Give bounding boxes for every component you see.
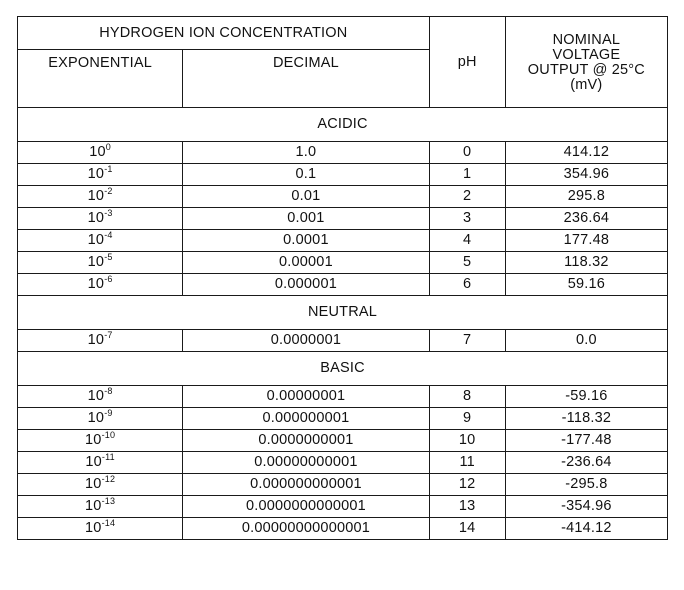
decimal-cell: 0.01 [183, 186, 429, 208]
exponent-base: 10 [85, 498, 102, 515]
exponent-power: -12 [101, 474, 116, 485]
decimal-cell: 0.001 [183, 208, 429, 230]
decimal-cell: 0.00000001 [183, 386, 429, 408]
voltage-cell: 295.8 [505, 186, 667, 208]
table-row [18, 496, 668, 518]
exponential-header: EXPONENTIAL [18, 50, 183, 108]
voltage-cell: 59.16 [505, 274, 667, 296]
exponential-cell [18, 230, 183, 252]
ph-cell: 1 [429, 164, 505, 186]
ph-cell: 10 [429, 430, 505, 452]
section-row [18, 352, 668, 386]
voltage-cell: 236.64 [505, 208, 667, 230]
voltage-cell: 0.0 [505, 330, 667, 352]
exponent-power: -2 [104, 186, 113, 197]
voltage-header-line2: VOLTAGE [552, 46, 621, 63]
voltage-header-line3: OUTPUT @ 25°C [527, 62, 645, 78]
voltage-cell: -236.64 [505, 452, 667, 474]
section-title: NEUTRAL [18, 296, 668, 330]
voltage-header-line4: (mV) [570, 77, 603, 94]
exponent-power: -9 [104, 408, 113, 419]
exponential-cell [18, 186, 183, 208]
exponential-cell [18, 474, 183, 496]
ph-cell: 14 [429, 518, 505, 540]
ph-cell: 7 [429, 330, 505, 352]
exponent-base: 10 [87, 188, 105, 205]
table-row [18, 452, 668, 474]
decimal-cell: 0.000000000001 [183, 474, 429, 496]
exponent-base: 10 [85, 520, 102, 537]
table-row [18, 252, 668, 274]
exponent-base: 10 [87, 254, 105, 271]
table-row [18, 186, 668, 208]
ph-cell: 11 [429, 452, 505, 474]
ph-cell: 0 [429, 142, 505, 164]
section-row [18, 108, 668, 142]
exponential-cell [18, 452, 183, 474]
decimal-cell: 1.0 [183, 142, 429, 164]
exponent-power: -8 [104, 386, 113, 397]
exponent-base: 10 [87, 332, 105, 349]
voltage-cell: 177.48 [505, 230, 667, 252]
exponent-power: -5 [104, 252, 113, 263]
ph-cell: 6 [429, 274, 505, 296]
table-row [18, 408, 668, 430]
voltage-header-line1: NOMINAL [552, 31, 621, 48]
exponential-cell [18, 252, 183, 274]
voltage-cell: -177.48 [505, 430, 667, 452]
exponential-cell [18, 142, 183, 164]
section-row [18, 296, 668, 330]
table-row [18, 474, 668, 496]
exponent-power: -7 [104, 330, 113, 341]
decimal-cell: 0.0001 [183, 230, 429, 252]
exponent-power: -1 [104, 164, 113, 175]
table-row [18, 430, 668, 452]
exponential-cell [18, 408, 183, 430]
exponent-power: -10 [101, 430, 116, 441]
voltage-cell: -295.8 [505, 474, 667, 496]
exponent-power: -6 [104, 274, 113, 285]
table-row [18, 230, 668, 252]
table-row [18, 274, 668, 296]
ph-cell: 8 [429, 386, 505, 408]
decimal-cell: 0.0000000000001 [183, 496, 429, 518]
decimal-header: DECIMAL [183, 50, 429, 108]
voltage-cell: -59.16 [505, 386, 667, 408]
exponent-power: -11 [101, 452, 115, 463]
voltage-cell: -118.32 [505, 408, 667, 430]
table-row [18, 208, 668, 230]
exponent-base: 10 [87, 232, 105, 249]
voltage-cell: 354.96 [505, 164, 667, 186]
exponent-base: 10 [85, 454, 102, 471]
exponent-power: -3 [104, 208, 113, 219]
exponent-base: 10 [87, 210, 105, 227]
exponential-cell [18, 386, 183, 408]
table-header [18, 17, 668, 108]
table-row [18, 386, 668, 408]
ph-cell: 13 [429, 496, 505, 518]
section-title: BASIC [18, 352, 668, 386]
exponent-base: 10 [87, 166, 105, 183]
exponent-base: 10 [87, 276, 105, 293]
exponent-base: 10 [87, 410, 105, 427]
section-title: ACIDIC [18, 108, 668, 142]
exponential-cell [18, 430, 183, 452]
table-row [18, 330, 668, 352]
ph-cell: 12 [429, 474, 505, 496]
decimal-cell: 0.1 [183, 164, 429, 186]
decimal-cell: 0.00001 [183, 252, 429, 274]
voltage-cell: 118.32 [505, 252, 667, 274]
exponent-power: -13 [101, 496, 116, 507]
exponential-cell [18, 274, 183, 296]
exponential-cell [18, 164, 183, 186]
exponent-base: 10 [85, 476, 102, 493]
ph-cell: 2 [429, 186, 505, 208]
exponent-base: 10 [89, 144, 106, 161]
exponent-power: 0 [105, 142, 111, 153]
decimal-cell: 0.00000000000001 [183, 518, 429, 540]
table-row [18, 518, 668, 540]
voltage-header [505, 17, 667, 108]
ph-header: pH [429, 17, 505, 108]
decimal-cell: 0.000000001 [183, 408, 429, 430]
exponential-cell [18, 208, 183, 230]
exponent-power: -14 [101, 518, 116, 529]
ph-cell: 3 [429, 208, 505, 230]
voltage-cell: 414.12 [505, 142, 667, 164]
exponent-base: 10 [87, 388, 105, 405]
voltage-cell: -414.12 [505, 518, 667, 540]
decimal-cell: 0.000001 [183, 274, 429, 296]
exponent-base: 10 [85, 432, 102, 449]
decimal-cell: 0.0000000001 [183, 430, 429, 452]
exponential-cell [18, 330, 183, 352]
table-row [18, 142, 668, 164]
ph-voltage-table [17, 16, 668, 540]
exponential-cell [18, 496, 183, 518]
ph-cell: 9 [429, 408, 505, 430]
table-row [18, 164, 668, 186]
hydrogen-ion-concentration-header: HYDROGEN ION CONCENTRATION [18, 17, 430, 50]
voltage-cell: -354.96 [505, 496, 667, 518]
decimal-cell: 0.0000001 [183, 330, 429, 352]
exponential-cell [18, 518, 183, 540]
ph-cell: 5 [429, 252, 505, 274]
ph-cell: 4 [429, 230, 505, 252]
decimal-cell: 0.00000000001 [183, 452, 429, 474]
table-body [18, 108, 668, 540]
exponent-power: -4 [104, 230, 113, 241]
